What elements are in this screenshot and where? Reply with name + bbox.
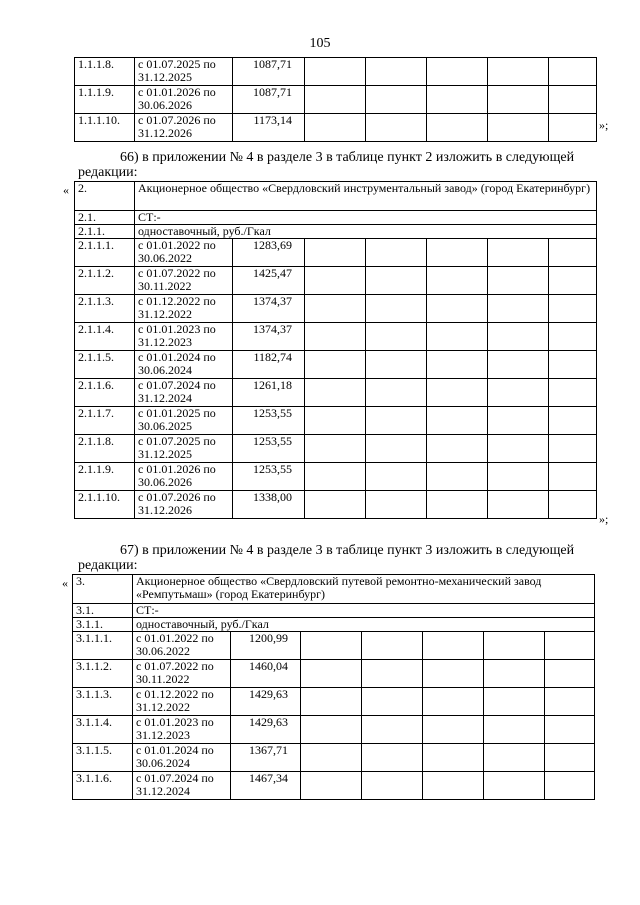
empty-cell — [545, 660, 595, 688]
empty-cell — [366, 267, 427, 295]
empty-cell — [427, 435, 488, 463]
empty-cell — [549, 323, 597, 351]
table-row — [75, 463, 597, 491]
empty-cell — [366, 463, 427, 491]
empty-cell — [545, 772, 595, 800]
empty-cell — [549, 58, 597, 86]
empty-cell — [366, 295, 427, 323]
empty-cell — [549, 351, 597, 379]
empty-cell — [305, 407, 366, 435]
item-code: 3. — [73, 575, 133, 604]
empty-cell — [484, 744, 545, 772]
empty-cell — [366, 323, 427, 351]
empty-cell — [545, 716, 595, 744]
row-value: 1374,37 — [233, 295, 305, 323]
row-code: 2.1.1.6. — [75, 379, 135, 407]
empty-cell — [305, 114, 366, 142]
paragraph-67-line2: редакции: — [78, 558, 138, 573]
row-period: с 01.01.2024 по 30.06.2024 — [135, 351, 233, 379]
empty-cell — [366, 58, 427, 86]
empty-cell — [549, 491, 597, 519]
row-period: с 01.07.2024 по 31.12.2024 — [133, 772, 231, 800]
row-value: 1253,55 — [233, 463, 305, 491]
row-value: 1261,18 — [233, 379, 305, 407]
table-row — [73, 688, 595, 716]
row-period: с 01.07.2026 по 31.12.2026 — [135, 491, 233, 519]
empty-cell — [484, 688, 545, 716]
empty-cell — [366, 491, 427, 519]
empty-cell — [427, 491, 488, 519]
table-row — [73, 660, 595, 688]
empty-cell — [427, 58, 488, 86]
empty-cell — [366, 86, 427, 114]
empty-cell — [488, 463, 549, 491]
subitem-code: 3.1. — [73, 604, 133, 618]
closing-quote: »; — [599, 512, 609, 526]
empty-cell — [301, 744, 362, 772]
subitem-code: 2.1. — [75, 211, 135, 225]
empty-cell — [362, 716, 423, 744]
row-value: 1429,63 — [231, 716, 301, 744]
row-code: 3.1.1.2. — [73, 660, 133, 688]
row-code: 3.1.1.1. — [73, 632, 133, 660]
row-period: с 01.01.2022 по 30.06.2022 — [135, 239, 233, 267]
row-code: 2.1.1.7. — [75, 407, 135, 435]
row-code: 1.1.1.8. — [75, 58, 135, 86]
table-row — [75, 295, 597, 323]
empty-cell — [488, 239, 549, 267]
empty-cell — [488, 323, 549, 351]
empty-cell — [362, 772, 423, 800]
tariff-table-item-3 — [72, 574, 595, 800]
row-period: с 01.07.2024 по 31.12.2024 — [135, 379, 233, 407]
row-period: с 01.07.2022 по 30.11.2022 — [135, 267, 233, 295]
row-period: с 01.12.2022 по 31.12.2022 — [135, 295, 233, 323]
empty-cell — [427, 239, 488, 267]
row-code: 2.1.1.2. — [75, 267, 135, 295]
empty-cell — [488, 435, 549, 463]
empty-cell — [423, 772, 484, 800]
empty-cell — [484, 660, 545, 688]
row-period: с 01.01.2023 по 31.12.2023 — [135, 323, 233, 351]
empty-cell — [484, 632, 545, 660]
row-code: 1.1.1.10. — [75, 114, 135, 142]
row-code: 3.1.1.6. — [73, 772, 133, 800]
empty-cell — [305, 323, 366, 351]
empty-cell — [305, 267, 366, 295]
empty-cell — [305, 491, 366, 519]
empty-cell — [549, 435, 597, 463]
empty-cell — [545, 744, 595, 772]
organization-name: Акционерное общество «Свердловский инструментальный завод» (город Екатеринбург) — [135, 182, 597, 211]
row-value: 1087,71 — [233, 86, 305, 114]
empty-cell — [362, 744, 423, 772]
opening-quote: « — [63, 183, 69, 197]
row-period: с 01.01.2026 по 30.06.2026 — [135, 86, 233, 114]
empty-cell — [549, 295, 597, 323]
tariff-table-continuation — [74, 57, 597, 142]
closing-quote: »; — [599, 118, 609, 132]
row-period: с 01.07.2025 по 31.12.2025 — [135, 435, 233, 463]
empty-cell — [305, 351, 366, 379]
paragraph-67-line1: 67) в приложении № 4 в разделе 3 в таблице пункт 3 изложить в следующей — [120, 543, 575, 558]
empty-cell — [366, 351, 427, 379]
empty-cell — [362, 632, 423, 660]
row-period: с 01.01.2022 по 30.06.2022 — [133, 632, 231, 660]
empty-cell — [488, 491, 549, 519]
empty-cell — [366, 435, 427, 463]
row-period: с 01.01.2025 по 30.06.2025 — [135, 407, 233, 435]
row-value: 1087,71 — [233, 58, 305, 86]
row-value: 1173,14 — [233, 114, 305, 142]
empty-cell — [305, 239, 366, 267]
empty-cell — [423, 716, 484, 744]
empty-cell — [488, 267, 549, 295]
row-code: 2.1.1.8. — [75, 435, 135, 463]
empty-cell — [305, 295, 366, 323]
tariff-table-item-2 — [74, 181, 597, 519]
table-row — [75, 435, 597, 463]
paragraph-66-line2: редакции: — [78, 165, 138, 180]
empty-cell — [423, 688, 484, 716]
empty-cell — [488, 379, 549, 407]
table-row — [75, 351, 597, 379]
row-code: 1.1.1.9. — [75, 86, 135, 114]
empty-cell — [305, 379, 366, 407]
empty-cell — [545, 632, 595, 660]
empty-cell — [366, 114, 427, 142]
row-value: 1182,74 — [233, 351, 305, 379]
table-row — [75, 58, 597, 86]
empty-cell — [301, 632, 362, 660]
row-code: 2.1.1.4. — [75, 323, 135, 351]
row-code: 3.1.1.5. — [73, 744, 133, 772]
empty-cell — [427, 351, 488, 379]
subitem-text: СТ:- — [135, 211, 597, 225]
table-row — [73, 744, 595, 772]
empty-cell — [366, 239, 427, 267]
empty-cell — [549, 86, 597, 114]
opening-quote: « — [62, 576, 68, 590]
page-number: 105 — [309, 36, 331, 51]
empty-cell — [427, 267, 488, 295]
empty-cell — [488, 295, 549, 323]
row-value: 1425,47 — [233, 267, 305, 295]
tariff-type: одноставочный, руб./Гкал — [135, 225, 597, 239]
table-row — [75, 379, 597, 407]
row-value: 1367,71 — [231, 744, 301, 772]
empty-cell — [427, 379, 488, 407]
row-code: 2.1.1.9. — [75, 463, 135, 491]
empty-cell — [301, 716, 362, 744]
empty-cell — [427, 407, 488, 435]
row-code: 2.1.1.5. — [75, 351, 135, 379]
empty-cell — [484, 772, 545, 800]
empty-cell — [301, 772, 362, 800]
organization-name: Акционерное общество «Свердловский путевой ремонтно-механический завод «Ремпутьмаш» (город Екатеринбург) — [133, 575, 595, 604]
row-value: 1253,55 — [233, 407, 305, 435]
row-period: с 01.01.2023 по 31.12.2023 — [133, 716, 231, 744]
subitem-text: СТ:- — [133, 604, 595, 618]
subitem-code: 2.1.1. — [75, 225, 135, 239]
row-period: с 01.07.2026 по 31.12.2026 — [135, 114, 233, 142]
row-value: 1200,99 — [231, 632, 301, 660]
table-row — [75, 114, 597, 142]
table-row — [73, 716, 595, 744]
empty-cell — [549, 379, 597, 407]
row-value: 1429,63 — [231, 688, 301, 716]
row-value: 1467,34 — [231, 772, 301, 800]
row-code: 2.1.1.1. — [75, 239, 135, 267]
item-code: 2. — [75, 182, 135, 211]
empty-cell — [305, 463, 366, 491]
empty-cell — [362, 660, 423, 688]
empty-cell — [549, 239, 597, 267]
empty-cell — [301, 660, 362, 688]
empty-cell — [549, 463, 597, 491]
row-period: с 01.12.2022 по 31.12.2022 — [133, 688, 231, 716]
tariff-type: одноставочный, руб./Гкал — [133, 618, 595, 632]
empty-cell — [484, 716, 545, 744]
empty-cell — [366, 379, 427, 407]
empty-cell — [301, 688, 362, 716]
empty-cell — [366, 407, 427, 435]
row-period: с 01.07.2025 по 31.12.2025 — [135, 58, 233, 86]
empty-cell — [427, 323, 488, 351]
empty-cell — [362, 688, 423, 716]
row-period: с 01.01.2024 по 30.06.2024 — [133, 744, 231, 772]
row-value: 1283,69 — [233, 239, 305, 267]
table-row — [75, 267, 597, 295]
empty-cell — [488, 351, 549, 379]
row-code: 3.1.1.3. — [73, 688, 133, 716]
empty-cell — [488, 407, 549, 435]
paragraph-66-line1: 66) в приложении № 4 в разделе 3 в таблице пункт 2 изложить в следующей — [120, 150, 575, 165]
empty-cell — [427, 295, 488, 323]
empty-cell — [549, 407, 597, 435]
table-row — [73, 632, 595, 660]
empty-cell — [423, 660, 484, 688]
table-row — [75, 491, 597, 519]
row-value: 1253,55 — [233, 435, 305, 463]
empty-cell — [549, 114, 597, 142]
empty-cell — [305, 86, 366, 114]
table-row — [75, 323, 597, 351]
empty-cell — [549, 267, 597, 295]
table-row — [73, 772, 595, 800]
empty-cell — [545, 688, 595, 716]
table-row — [75, 86, 597, 114]
empty-cell — [427, 86, 488, 114]
subitem-code: 3.1.1. — [73, 618, 133, 632]
empty-cell — [423, 744, 484, 772]
row-code: 2.1.1.3. — [75, 295, 135, 323]
row-value: 1374,37 — [233, 323, 305, 351]
empty-cell — [488, 86, 549, 114]
row-code: 3.1.1.4. — [73, 716, 133, 744]
empty-cell — [427, 463, 488, 491]
row-value: 1338,00 — [233, 491, 305, 519]
row-value: 1460,04 — [231, 660, 301, 688]
empty-cell — [488, 114, 549, 142]
table-row — [75, 239, 597, 267]
row-period: с 01.07.2022 по 30.11.2022 — [133, 660, 231, 688]
row-code: 2.1.1.10. — [75, 491, 135, 519]
empty-cell — [423, 632, 484, 660]
empty-cell — [305, 58, 366, 86]
empty-cell — [427, 114, 488, 142]
empty-cell — [305, 435, 366, 463]
table-row — [75, 407, 597, 435]
row-period: с 01.01.2026 по 30.06.2026 — [135, 463, 233, 491]
empty-cell — [488, 58, 549, 86]
